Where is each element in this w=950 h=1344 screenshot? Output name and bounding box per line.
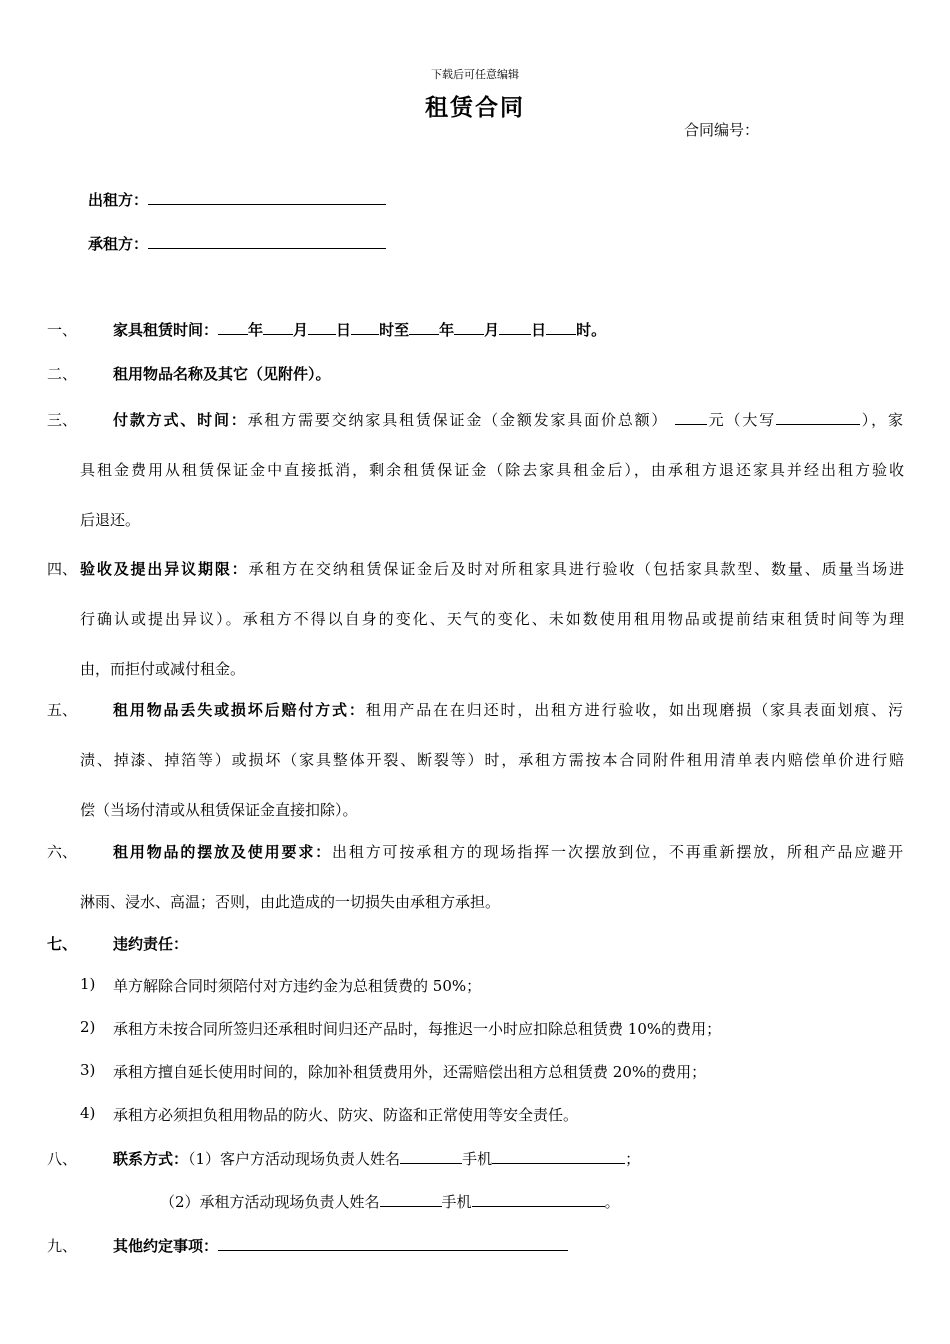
section-9-number: 九、 <box>47 1237 78 1255</box>
blank <box>351 320 379 335</box>
blank <box>263 320 293 335</box>
lessor-label: 出租方： <box>88 191 149 209</box>
section-4-line-2: 行确认或提出异议）。承租方不得以自身的变化、天气的变化、未如数使用租用物品或提前结束租赁时间等为理 <box>80 610 904 628</box>
section-4-number: 四、 <box>47 560 78 578</box>
phone-blank <box>472 1192 605 1207</box>
blank <box>409 320 439 335</box>
page-title: 租赁合同 <box>425 94 525 121</box>
name-blank <box>380 1192 442 1207</box>
contract-number-label: 合同编号： <box>684 121 760 139</box>
section-3-line-2: 具租金费用从租赁保证金中直接抵消，剩余租赁保证金（除去家具租金后），由承租方退还家具并经出租方验收 <box>80 461 904 479</box>
unit-text: 年 <box>248 321 264 339</box>
section-1-label: 家具租赁时间： <box>113 321 219 339</box>
list-item: 单方解除合同时须陪付对方违约金为总租赁费的 50%； <box>113 977 482 995</box>
lessor-blank <box>148 189 386 205</box>
section-3-text: 元（大写 <box>706 411 776 429</box>
list-item: 承租方未按合同所签归还承租时间归还产品时，每推迟一小时应扣除总租赁费 10%的费用； <box>113 1020 722 1038</box>
contact-text: ； <box>625 1150 641 1168</box>
phone-blank <box>492 1149 625 1164</box>
lessor-row <box>88 189 386 210</box>
lessee-row <box>88 233 386 254</box>
contact-row-2 <box>160 1191 620 1212</box>
contact-text: （1）客户方活动现场负责人姓名 <box>188 1150 401 1168</box>
section-3-text: ），家 <box>859 411 903 429</box>
contact-text: 。 <box>604 1193 620 1211</box>
section-1-number: 一、 <box>47 321 78 339</box>
section-4-line-1 <box>80 558 904 579</box>
unit-text: 时。 <box>576 321 607 339</box>
section-6-number: 六、 <box>47 843 78 861</box>
list-item-number: 4) <box>80 1104 96 1122</box>
list-item: 承租方必须担负租用物品的防火、防灾、防盗和正常使用等安全责任。 <box>113 1106 579 1124</box>
blank <box>454 320 484 335</box>
section-3-number: 三、 <box>47 411 78 429</box>
contact-text: 手机 <box>462 1150 493 1168</box>
section-5-text: 租用产品在在归还时，出租方进行验收，如出现磨损（家具表面划痕、污 <box>365 701 903 719</box>
section-4-text: 承租方在交纳租赁保证金后及时对所租家具进行验收（包括家具款型、数量、质量当场进 <box>248 560 904 578</box>
section-5-line-2: 渍、掉漆、掉箔等）或损坏（家具整体开裂、断裂等）时，承租方需按本合同附件租用清单表内赔偿单价进行赔 <box>80 751 904 769</box>
blank <box>546 320 576 335</box>
section-9-label: 其他约定事项： <box>113 1237 219 1255</box>
blank <box>218 320 248 335</box>
section-6-line-1 <box>113 841 903 862</box>
amount-words-blank <box>776 410 860 425</box>
amount-blank <box>675 410 707 425</box>
unit-text: 年 <box>439 321 455 339</box>
unit-text: 月 <box>293 321 309 339</box>
unit-text: 月 <box>484 321 500 339</box>
section-3-line-1 <box>113 409 903 430</box>
section-6-label: 租用物品的摆放及使用要求： <box>113 843 333 861</box>
contact-text: （2）承租方活动现场负责人姓名 <box>160 1193 380 1211</box>
contact-row-1 <box>113 1148 640 1169</box>
contact-text: 手机 <box>441 1193 472 1211</box>
section-5-number: 五、 <box>47 701 78 719</box>
section-6-line-2: 淋雨、浸水、高温；否则，由此造成的一切损失由承租方承担。 <box>80 893 501 911</box>
section-5-line-3: 偿（当场付清或从租赁保证金直接扣除）。 <box>80 801 358 819</box>
section-5-label: 租用物品丢失或损坏后赔付方式： <box>113 701 366 719</box>
blank <box>308 320 336 335</box>
section-3-text: 承租方需要交纳家具租赁保证金（金额发家具面价总额） <box>247 411 669 429</box>
other-terms-blank <box>218 1236 568 1251</box>
section-4-line-3: 由，而拒付或减付租金。 <box>80 660 246 678</box>
section-9-row <box>113 1235 568 1256</box>
section-5-line-1 <box>113 699 903 720</box>
list-item: 承租方擅自延长使用时间的，除加补租赁费用外，还需赔偿出租方总租赁费 20%的费用； <box>113 1063 707 1081</box>
list-item-number: 2) <box>80 1018 96 1036</box>
section-2-row <box>113 363 331 384</box>
section-4-label: 验收及提出异议期限： <box>80 560 249 578</box>
list-item-number: 1) <box>80 975 96 993</box>
section-6-text: 出租方可按承租方的现场指挥一次摆放到位，不再重新摆放，所租产品应避开 <box>332 843 903 861</box>
unit-text: 时至 <box>379 321 410 339</box>
unit-text: 日 <box>336 321 352 339</box>
section-2-number: 二、 <box>47 365 78 383</box>
section-3-label: 付款方式、时间： <box>113 411 248 429</box>
list-item-number: 3) <box>80 1061 96 1079</box>
section-3-line-3: 后退还。 <box>80 511 141 529</box>
lessee-blank <box>148 233 386 249</box>
blank <box>499 320 531 335</box>
section-1-row <box>113 319 606 340</box>
section-8-label: 联系方式： <box>113 1150 189 1168</box>
section-7-number: 七、 <box>47 935 78 953</box>
unit-text: 日 <box>531 321 547 339</box>
section-7-row <box>113 933 188 954</box>
lessee-label: 承租方： <box>88 235 149 253</box>
download-note: 下载后可任意编辑 <box>431 68 519 81</box>
section-2-label: 租用物品名称及其它（见附件）。 <box>113 365 331 383</box>
name-blank <box>400 1149 462 1164</box>
section-8-number: 八、 <box>47 1150 78 1168</box>
section-7-label: 违约责任： <box>113 935 189 953</box>
